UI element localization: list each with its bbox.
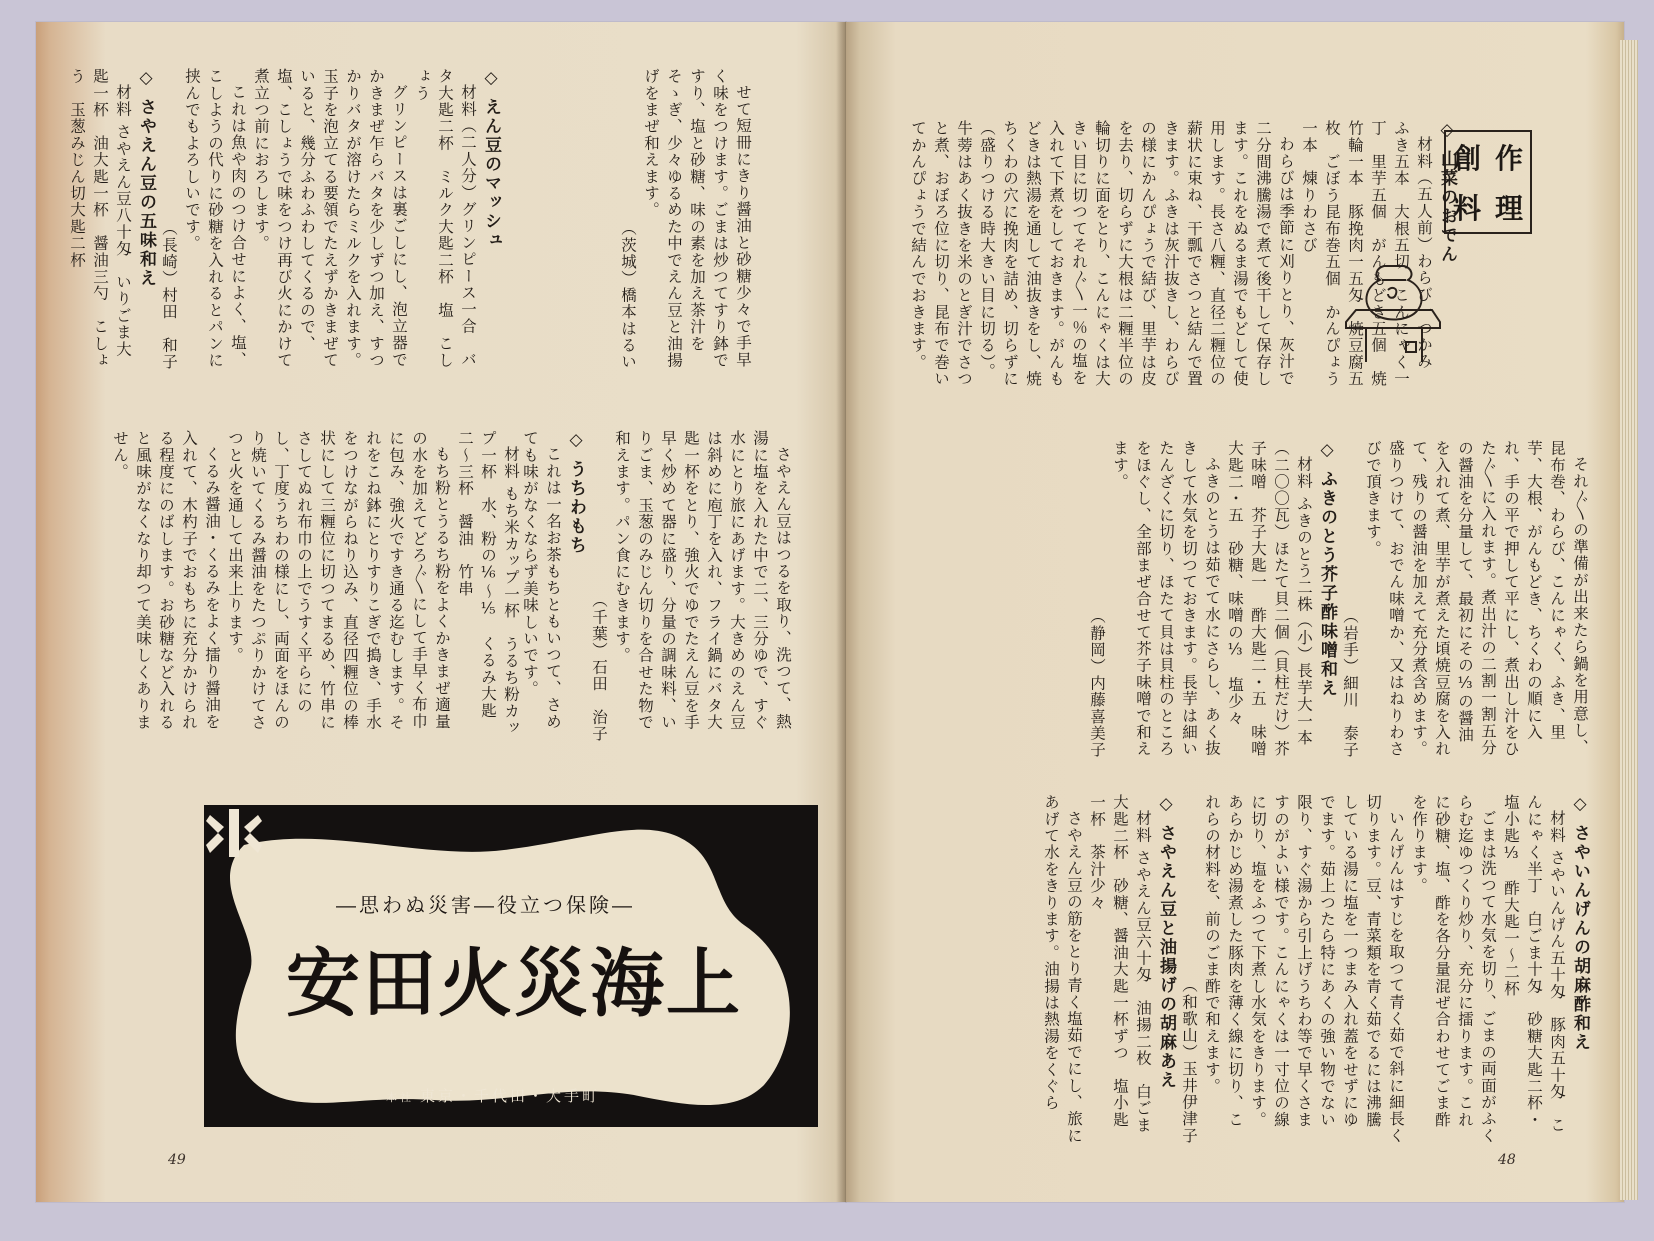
author-line: （静岡）内藤喜美子 (1088, 607, 1106, 758)
article-body: もち粉とうるち粉をよくかきまぜ適量の水を加えてどろ〴〵にして手早く布巾に包み、強火ですき通る迄むします。それをこね鉢にとりすりこぎで搗き、手水をつけながらねり込み、直径四糎位の棒状にして三糎位に切つてまるめ、竹串にさしてぬれ布巾の上でうすく平らにのし、丁度うちわの様にし、両面をほんのり焼いてくるみ醤油をたつぷりかけてさつと火を通して出来上ります。 (226, 430, 451, 731)
ingredients: 材料 さやいんげん五十匁 豚肉五十匁 こんにゃく半丁 白ごま十匁 砂糖大匙二杯・塩小匙⅓ 酢大匙一〜二杯 (1502, 794, 1566, 1133)
insurance-advertisement (204, 805, 818, 1127)
article-body: ごまは洗つて水気を切り、ごまの両面がふくらむ迄ゆつくり炒り、充分に擂ります。これに砂糖、塩、酢を各分量混ぜ合わせてごま酢を作ります。 (1410, 794, 1497, 1144)
article-body: グリンピースは裏ごしにし、泡立器でかきまぜ乍らバタを少しずつ加え、すつかりバタが溶けたらミルクを入れます。玉子を泡立てる要領でたえずかきまぜていると、幾分ふわふわしてくるので、塩、こしょうで味をつけ再び火にかけて煮立つ前におろします。 (252, 68, 408, 369)
left-upper-column-a (506, 68, 754, 370)
right-middle-column (886, 440, 1591, 758)
article-body: ふきのとうは茹でて水にさらし、あく抜きして水気を切つておきます。長芋は細いたんざくに切り、ほたて貝は貝柱のところをほぐし、全部まぜ合せて芥子味噌で和えます。 (1111, 440, 1221, 758)
article-continuation: せて短冊にきり醤油と砂糖少々で手早く味をつけます。ごまは炒つてすり鉢ですり、塩と砂糖、味の素を加え茶汁をそゝぎ、少々ゆるめた中でえん豆と油揚げをまぜ和えます。 (642, 68, 752, 369)
author-line: （和歌山）玉井伊津子 (1180, 977, 1198, 1144)
article-body: これは一名お茶もちともいつて、さめても味がなくならず美味しいです。 (521, 430, 562, 730)
article-body: いんげんはすじを取つて青く茹で斜に細長く切ります。豆、青菜類を青く茹でるには沸騰している湯に塩を一つまみ入れ蓋をせずにゆでます。茹上つたら特にあくの強い物でない限り、すぐ湯から引上げうちわ等で早くさますのがよい様です。こんにゃくは一寸位の線に切り、塩をふつて下煮し水気をきります。あらかじめ湯煮した豚肉を薄く線に切り、これらの材料を、前のごま酢で和えます。 (1203, 794, 1405, 1144)
left-page (36, 22, 846, 1202)
ad-slogan: ―思わぬ災害―役立つ保険― (336, 893, 635, 917)
page-edges (1620, 40, 1638, 1200)
article-heading: ◇ さやえん豆と油揚げの胡麻あえ (1156, 794, 1176, 1090)
ingredients: 材料 さやえん豆六十匁 油揚二枚 白ごま大匙二杯 砂糖、醤油大匙一杯ずつ 塩小匙一杯 茶汁少々 (1088, 794, 1152, 1133)
page-number-right: 48 (1498, 1152, 1516, 1168)
magazine-spread (36, 22, 1624, 1220)
title-char: 料 (1452, 192, 1481, 225)
ingredients: 材料（五人前）わらび一つかみ ふき五本 大根五切 こんにゃく一丁 里芋五個 がんもどき五個 焼竹輪一本 豚挽肉一五匁 焼豆腐五枚 ごぼう昆布巻五個 かんぴょう一本 煉りわさび (1300, 120, 1433, 388)
article-heading: ◇ ふきのとう芥子酢味噌和え (1317, 440, 1337, 698)
article-heading: ◇ うちわもち (566, 430, 586, 555)
author-line: （長崎）村田 和子 (160, 219, 178, 370)
author-line: （岩手）細川 泰子 (1341, 607, 1359, 758)
ad-company-name: 安田火災海上 (286, 941, 742, 1027)
ad-address-prefix: 本社 (386, 1091, 414, 1104)
article-heading: ◇ えん豆のマッシュ (481, 68, 501, 250)
yasuda-emblem-icon (204, 805, 264, 861)
article-heading: ◇ 山菜のおでん (1437, 120, 1457, 264)
right-page (846, 22, 1624, 1202)
article-body: それ〴〵の準備が出来たら鍋を用意し、昆布巻、わらび、こんにゃく、ふき、里芋、大根、がんもどき、ちくわの順に入れ、手の平で押して平にし、煮出し汁をひた〴〵に入れます。煮出汁の二割一割五分の醤油を分量して、最初にその⅓の醤油を入れて煮、里芋が煮えた頃焼豆腐を入れて、残りの醤油を加えて充分煮含めます。盛りつけて、おでん味噌か、又はねりわさびで頂きます。 (1364, 440, 1589, 758)
title-char: 作 (1494, 142, 1523, 175)
article-body: さやえん豆はつるを取り、洗つて、熱湯に塩を入れた中で二、三分ゆで、すぐ水にとり旅にあげます。大きめのえん豆は斜めに庖丁を入れ、フライ鍋にバタ大匙一杯をとり、強火でゆでたえん豆を手早く炒めて器に盛り、分量の調味料、いりごま、玉葱のみじん切りを合せた物で和えます。パン食にむきます。 (613, 430, 792, 731)
article-heading: ◇ さやえん豆の五味和え (136, 68, 156, 288)
left-lower-column-a (521, 430, 794, 742)
title-char: 創 (1452, 142, 1481, 175)
left-lower-column-b (111, 430, 522, 742)
article-body: これは魚や肉のつけ合せによく、塩、こしようの代りに砂糖を入れるとパンに挟んでもよろしいです。 (183, 68, 247, 369)
ad-address (386, 1085, 600, 1106)
right-lower-column (866, 794, 1591, 1144)
ad-address-text: 東京・千代田・大手町 (420, 1087, 601, 1105)
right-upper-column-a (909, 120, 1458, 390)
article-heading: ◇ さやいんげんの胡麻酢和え (1570, 794, 1590, 1052)
article-body: わらびは季節に刈りとり、灰汁で二分間沸騰湯で煮て後干して保存します。これをぬるま湯でもどして使用します。長さ八糎、直径二糎位の薪状に束ね、干瓢でさつと結んで置きます。ふきは灰汁抜きし、わらびの様にかんぴょうで結び、里芋は皮を去り、切らずに大根は二糎半位の輪切りに面をとり、こんにゃくは大きい目に切つてそれ〴〵一％の塩を入れて下煮をしておきます。がんもどきは熱湯を通して油抜きをし、焼ちくわの穴に挽肉を詰め、切らずに（盛りつける時大きい目に切る）。牛蒡はあく抜きを米のとぎ汁でさつと煮、おぼろ位に切り、昆布で巻いてかんぴょうで結んでおきます。 (909, 120, 1295, 388)
title-char: 理 (1494, 192, 1523, 225)
ingredients: 材料（二人分）グリンピース一合 バタ大匙二杯 ミルク大匙二杯 塩 こしょう (413, 68, 477, 369)
ingredients: 材料 さやえん豆八十匁 いりごま大匙一杯 油大匙一杯 醤油三勺 こしょう 玉葱みじん切大匙二杯 (68, 68, 132, 369)
left-upper-column-b (68, 68, 502, 370)
author-line: （千葉）石田 治子 (590, 591, 608, 742)
ingredients: 材料 ふきのとう二株（小）長芋大一本（二〇〇瓦）ほたて貝二個（貝柱だけ）芥子味噌 芥子大匙一 酢大匙二・五 味噌大匙二・五 砂糖、味噌の⅓ 塩少々 (1226, 440, 1313, 758)
ingredients: 材料 もち米カップ一杯 うるち粉カップ一杯 水、粉の⅙〜⅕ くるみ大匙二〜三杯 醤油 竹串 (456, 430, 520, 736)
article-body: くるみ醤油・くるみをよく擂り醤油を入れて、木杓子でおもちに充分かけられる程度にのばします。お砂糖など入れると風味がなくなり却つて美味しくありません。 (111, 430, 221, 731)
page-number-left: 49 (168, 1152, 186, 1168)
author-line: （茨城）橋本はるい (619, 219, 637, 370)
article-body: さやえん豆の筋をとり青く塩茹でにし、旅にあげて水をきります。油揚は熱湯をくぐら (1042, 794, 1083, 1144)
